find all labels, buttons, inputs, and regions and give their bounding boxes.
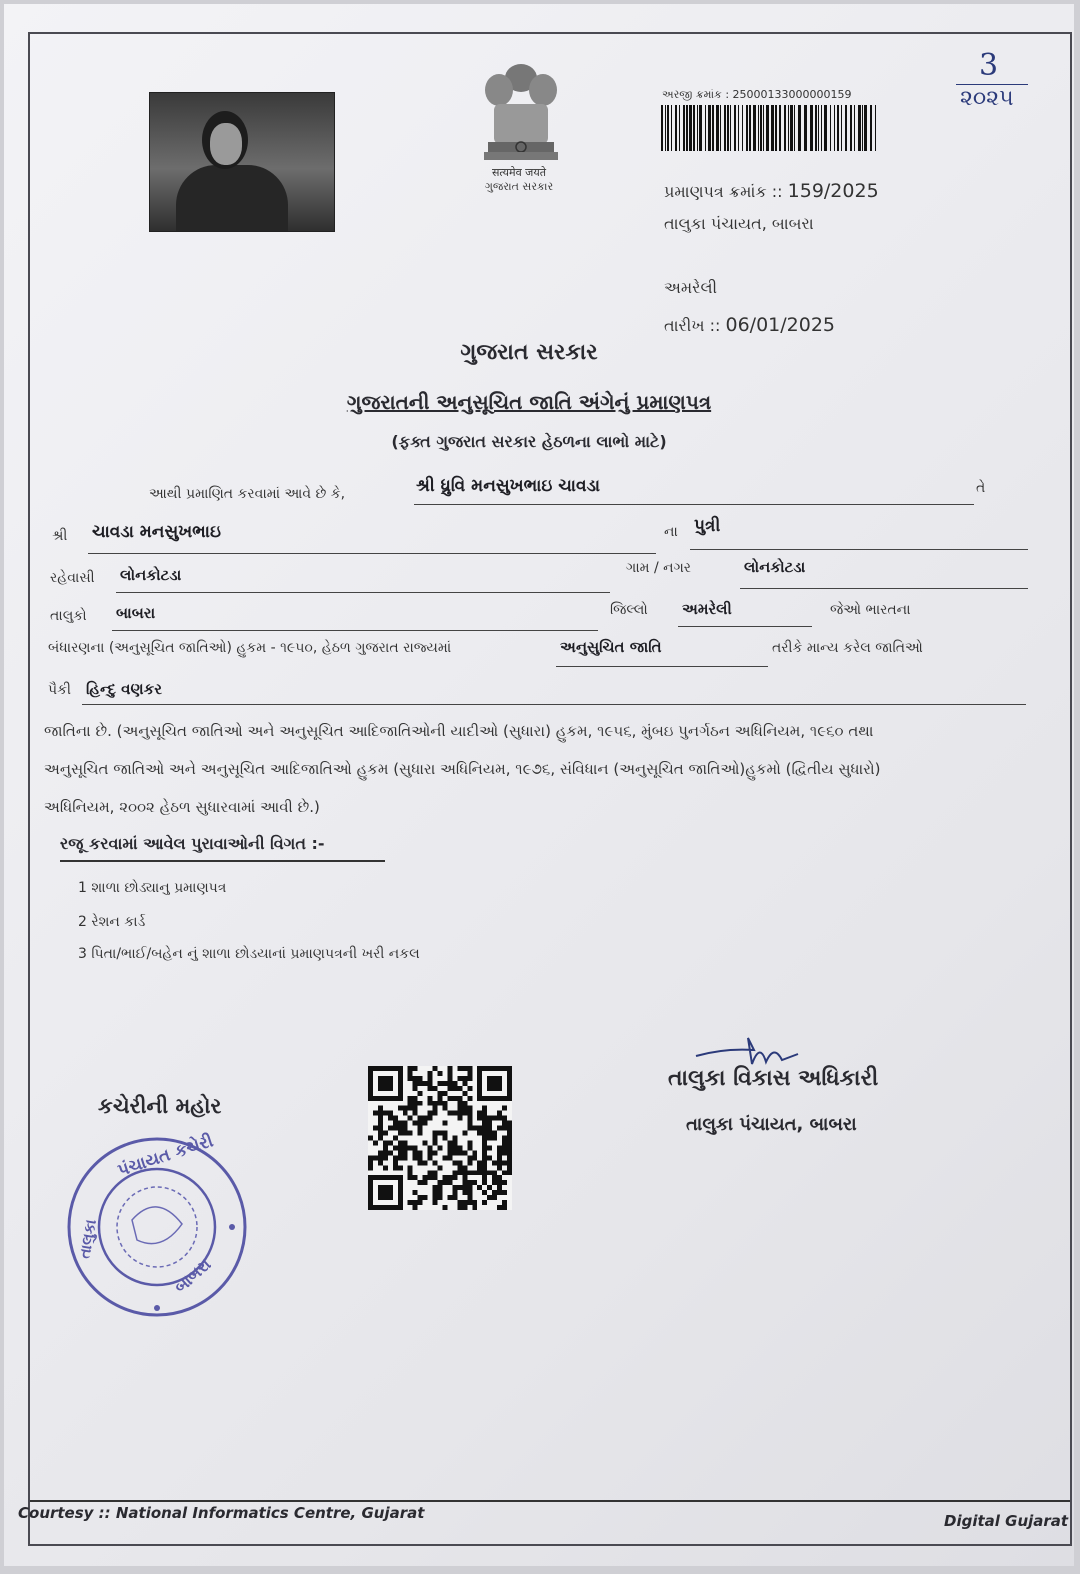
district-value: અમરેલી bbox=[682, 600, 732, 618]
issuing-office: તાલુકા પંચાયત, બાબરા bbox=[664, 214, 814, 233]
certificate-number-label: પ્રમાણપત્ર ક્રમાંક bbox=[664, 182, 767, 201]
legal-line-3: અધિનિયમ, ૨૦૦૨ હેઠળ સુધારવામાં આવી છે.) bbox=[44, 798, 320, 816]
taluka-value: બાબરા bbox=[116, 604, 156, 622]
evidence-item: 3 પિતા/ભાઈ/બહેન નું શાળા છોડયાનાં પ્રમાણપત્રની ખરી નકલ bbox=[78, 946, 420, 962]
signatory-office: તાલુકા પંચાયત, બાબરા bbox=[686, 1114, 857, 1135]
legal-line-1: જાતિના છે. (અનુસૂચિત જાતિઓ અને અનુસૂચિત આદિજાતિઓની યાદીઓ (સુધારા) હુકમ, ૧૯૫૬, મુંબઇ પુનર્ગઠન અધિનિયમ, ૧૯૬૦ તથા bbox=[44, 722, 874, 740]
certificate-note: (ફક્ત ગુજરાત સરકાર હેઠળના લાભો માટે) bbox=[391, 432, 667, 451]
date-label: તારીખ :: bbox=[664, 316, 721, 335]
village-value: લોનકોટડા bbox=[744, 558, 806, 576]
qr-code-icon bbox=[368, 1066, 512, 1210]
legal-paragraph bbox=[44, 712, 1034, 826]
te-text: તે bbox=[976, 480, 986, 496]
seal-label: કચેરીની મહોર bbox=[98, 1094, 222, 1118]
ashoka-emblem-icon bbox=[466, 56, 576, 176]
evidence-heading: રજૂ કરવામાં આવેલ પુરાવાઓની વિગત :- bbox=[60, 834, 325, 853]
village-label: ગામ / નગર bbox=[626, 560, 692, 576]
emblem-govt: ગુજરાત સરકાર bbox=[484, 180, 554, 193]
among-label: પૈકી bbox=[48, 682, 71, 698]
certificate-number-row bbox=[664, 180, 879, 202]
stamp-text-top: પંચાયત કચેરી bbox=[115, 1131, 216, 1181]
resident-label: રહેવાસી bbox=[50, 570, 95, 586]
evidence-item: 1 શાળા છોડ્યાનુ પ્રમાણપત્ર bbox=[78, 880, 227, 896]
date-row bbox=[664, 314, 835, 336]
certificate-number-sep: :: bbox=[771, 182, 783, 201]
stamp-text-bottom: બાબરા bbox=[170, 1254, 215, 1297]
emblem-caption bbox=[459, 166, 579, 194]
category-value: અનુસુચિત જાતિ bbox=[560, 638, 662, 656]
shri-label: શ્રી bbox=[52, 528, 68, 544]
recognized-text: તરીકે માન્ય કરેલ જાતિઓ bbox=[772, 640, 923, 656]
na-label: ના bbox=[664, 524, 678, 540]
relation: પુત્રી bbox=[694, 516, 721, 536]
intro-text: આથી પ્રમાણિત કરવામાં આવે છે કે, bbox=[149, 486, 346, 502]
person-name: શ્રી ધ્રુવિ મનસુખભાઇ ચાવડા bbox=[416, 476, 601, 496]
district-label: જિલ્લો bbox=[610, 602, 648, 618]
barcode-icon bbox=[661, 105, 881, 151]
taluka-label: તાલુકો bbox=[50, 608, 87, 624]
handwritten-serial: 3 bbox=[979, 48, 999, 83]
stamp-text-left: તાલુકા bbox=[75, 1218, 100, 1260]
certificate-page bbox=[4, 4, 1074, 1566]
certificate-title: ગુજરાતની અનુસૂચિત જાતિ અંગેનું પ્રમાણપત્ર bbox=[346, 390, 712, 414]
handwritten-year: ૨૦૨૫ bbox=[960, 86, 1014, 111]
issuing-district: અમરેલી bbox=[664, 278, 718, 297]
order-text: બંધારણના (અનુસૂચિત જાતિઓ) હુકમ - ૧૯૫૦, હેઠળ ગુજરાત રાજ્યમાં bbox=[48, 640, 452, 656]
india-text: જેઓ ભારતના bbox=[830, 602, 911, 618]
legal-line-2: અનુસૂચિત જાતિઓ અને અનુસૂચિત આદિજાતિઓ હુકમ (સુધારા અધિનિયમ, ૧૯૭૬, સંવિધાન (અનુસૂચિત જાતિઓ)હુકમો (દ્વિતીય સુધારો) bbox=[44, 760, 881, 778]
signatory-title: તાલુકા વિકાસ અધિકારી bbox=[668, 1066, 879, 1091]
caste-value: હિન્દુ વણકર bbox=[86, 680, 162, 698]
applicant-photo bbox=[149, 92, 335, 232]
govt-title: ગુજરાત સરકાર bbox=[460, 340, 598, 365]
parent-name: ચાવડા મનસુખભાઇ bbox=[92, 522, 221, 542]
resident-value: લોનકોટડા bbox=[120, 566, 182, 584]
certificate-number: 159/2025 bbox=[787, 180, 879, 202]
application-number: અરજી ક્રમાંક : 25000133000000159 bbox=[662, 88, 852, 101]
footer-courtesy: Courtesy :: National Informatics Centre, Gujarat bbox=[18, 1504, 425, 1522]
footer-brand: Digital Gujarat bbox=[944, 1512, 1069, 1530]
emblem-motto: सत्यमेव जयते bbox=[491, 166, 546, 179]
issue-date: 06/01/2025 bbox=[725, 314, 836, 336]
evidence-item: 2 રેશન કાર્ડ bbox=[78, 914, 146, 930]
